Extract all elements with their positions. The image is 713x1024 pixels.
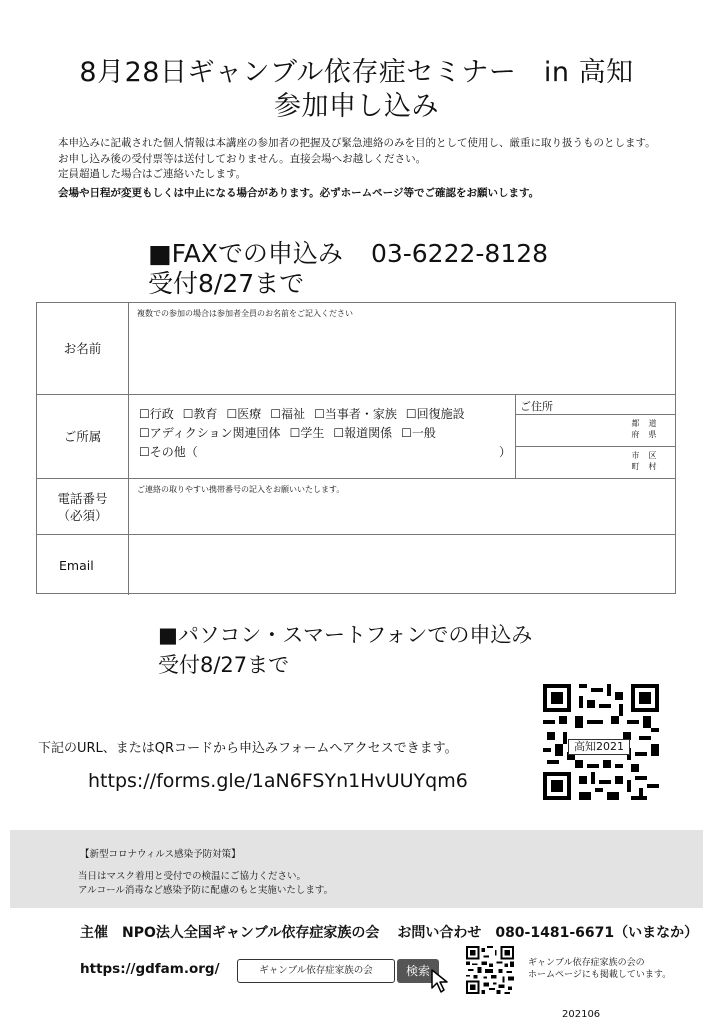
fax-application-form (36, 302, 676, 594)
option-iryo[interactable]: ☐医療 (226, 407, 262, 421)
option-fukushi[interactable]: ☐福祉 (270, 407, 306, 421)
document-code: 202106 (562, 1009, 601, 1020)
option-family[interactable]: ☐当事者・家族 (314, 407, 397, 421)
online-deadline: 受付8/27まで (158, 653, 290, 677)
contact: お問い合わせ 080-1481-6671（いまなか） (397, 925, 699, 941)
email-label: Email (37, 535, 129, 595)
covid-notice (10, 830, 703, 908)
fax-heading: ■FAXでの申込み (148, 239, 343, 268)
note-capacity: 定員超過した場合はご連絡いたします。 (58, 168, 247, 180)
city-suffixes: 市 区 町 村 (631, 451, 657, 471)
fax-number: 03-6222-8128 (370, 239, 549, 268)
option-addiction-org[interactable]: ☐アディクション関連団体 (139, 426, 281, 440)
site-url-link[interactable]: https://gdfam.org/ (80, 961, 220, 977)
online-heading: ■パソコン・スマートフォンでの申込み (158, 623, 533, 647)
site-qr-code-icon[interactable] (466, 946, 514, 994)
form-row-phone (37, 479, 675, 535)
option-press[interactable]: ☐報道関係 (333, 426, 393, 440)
name-label: お名前 (37, 303, 129, 394)
prefecture-suffixes: 都 道 府 県 (631, 419, 657, 439)
option-student[interactable]: ☐学生 (289, 426, 325, 440)
form-row-email (37, 535, 675, 595)
covid-text: 当日はマスク着用と受付での検温にご協力ください。 アルコール消毒など感染予防に配慮のもと実施いたします。 (78, 871, 334, 896)
notes (58, 136, 688, 201)
phone-label: 電話番号 （必須） (37, 479, 129, 534)
access-instructions: 下記のURL、またはQRコードから申込みフォームへアクセスできます。 (38, 741, 458, 756)
option-gyosei[interactable]: ☐行政 (139, 407, 174, 421)
option-recovery[interactable]: ☐回復施設 (405, 407, 465, 421)
option-kyoiku[interactable]: ☐教育 (182, 407, 218, 421)
address-prefecture-field[interactable] (516, 415, 675, 447)
affiliation-options (139, 405, 512, 462)
page-title: 8月28日ギャンブル依存症セミナー in 高知 (79, 57, 634, 88)
search-input[interactable]: ギャンブル依存症家族の会 (237, 959, 395, 983)
fax-section-heading (148, 239, 548, 299)
qr-note: ギャンブル依存症家族の会の ホームページにも掲載しています。 (528, 958, 672, 980)
form-row-affiliation (37, 395, 675, 479)
online-section-heading (158, 620, 532, 680)
address-block (515, 395, 675, 479)
phone-hint: ご連絡の取りやすい携帯番号の記入をお願いいたします。 (137, 485, 345, 494)
fax-deadline: 受付8/27まで (148, 269, 305, 298)
covid-title: 【新型コロナウィルス感染予防対策】 (80, 849, 241, 860)
name-hint: 複数での参加の場合は参加者全員のお名前をご記入ください (137, 309, 353, 318)
organizer: 主催 NPO法人全国ギャンブル依存症家族の会 (80, 925, 380, 941)
affiliation-label: ご所属 (37, 395, 129, 478)
page-subtitle: 参加申し込み (274, 91, 439, 122)
note-change-warning: 会場や日程が変更もしくは中止になる場合があります。必ずホームページ等でご確認をお願いします。 (58, 186, 540, 199)
search-button[interactable]: 検索 (397, 959, 439, 983)
qr-label: 高知2021 (568, 739, 630, 755)
option-other-close: ） (499, 445, 512, 459)
note-privacy: 本申込みに記載された個人情報は本講座の参加者の把握及び緊急連絡のみを目的として使用し、厳重に取り扱うものとします。 (58, 137, 656, 149)
option-other[interactable]: ☐その他（ (139, 445, 198, 459)
form-url-link[interactable]: https://forms.gle/1aN6FSYn1HvUUYqm6 (88, 770, 468, 792)
address-city-field[interactable] (516, 447, 675, 478)
note-receipt: お申し込み後の受付票等は送付しておりません。直接会場へお越しください。 (58, 152, 427, 165)
cursor-arrow-icon (430, 968, 452, 994)
address-label: ご住所 (516, 395, 675, 415)
form-row-name (37, 303, 675, 395)
option-general[interactable]: ☐一般 (401, 426, 436, 440)
footer-organizer (80, 922, 698, 942)
